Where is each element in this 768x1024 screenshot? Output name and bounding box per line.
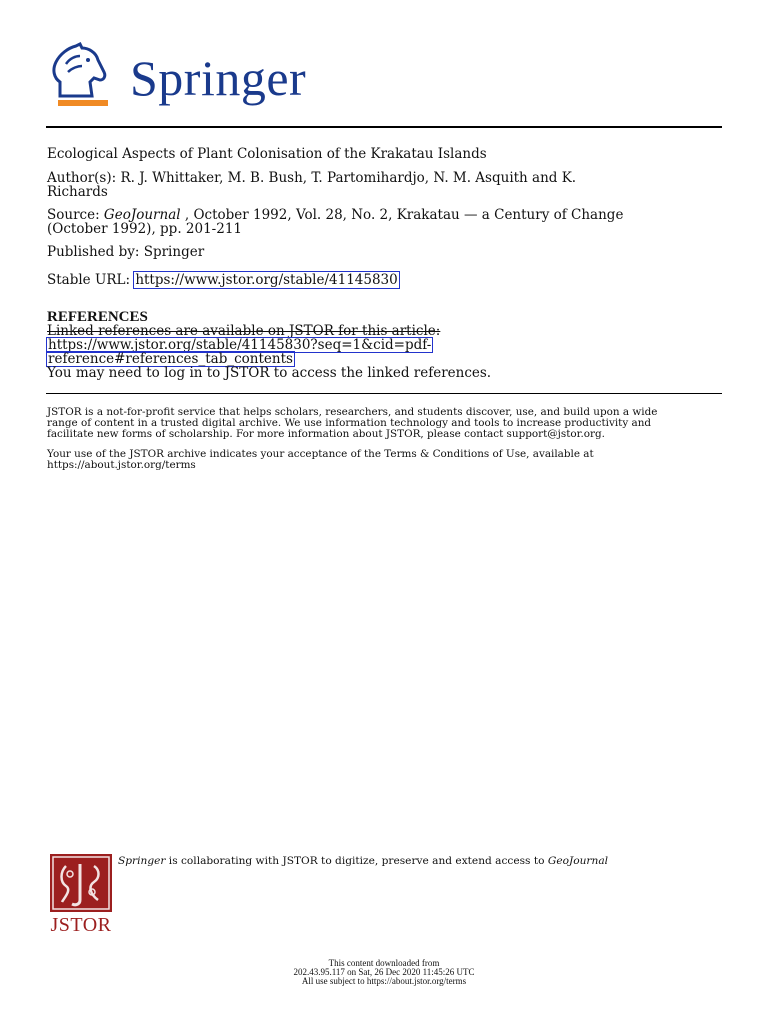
article-title: Ecological Aspects of Plant Colonisation of the Krakatau Islands bbox=[47, 146, 487, 162]
source-label: Source: bbox=[47, 207, 104, 223]
source-line-1 bbox=[47, 208, 623, 222]
references-login-note: You may need to log in to JSTOR to access the linked references. bbox=[47, 365, 492, 381]
header-rule bbox=[46, 126, 722, 128]
terms-notice-line-1: Your use of the JSTOR archive indicates your acceptance of the Terms & Conditions of Use, available at bbox=[47, 448, 594, 460]
authors-line-1: Author(s): R. J. Whittaker, M. B. Bush, T. Partomihardjo, N. M. Asquith and K. bbox=[47, 170, 577, 186]
jstor-notice-line-1: JSTOR is a not-for-profit service that helps scholars, researchers, and students discover, use, and build upon a wide bbox=[47, 406, 658, 418]
logo-orange-bar bbox=[58, 100, 108, 106]
jstor-logo bbox=[48, 854, 114, 938]
references-available-text: Linked references are available on JSTOR for this article: bbox=[47, 323, 441, 339]
stable-url-label: Stable URL: bbox=[47, 272, 135, 288]
jstor-wordmark: JSTOR bbox=[50, 914, 112, 936]
stable-url-link[interactable]: https://www.jstor.org/stable/41145830 bbox=[135, 272, 398, 288]
published-by: Published by: Springer bbox=[47, 244, 205, 260]
references-heading: REFERENCES bbox=[47, 309, 148, 325]
collaboration-note bbox=[118, 856, 608, 867]
references-link-line-2[interactable]: reference#references_tab_contents bbox=[48, 351, 293, 367]
jstor-notice-line-2: range of content in a trusted digital archive. We use information technology and tools to increase productivity and bbox=[47, 417, 652, 429]
springer-wordmark: Springer bbox=[130, 50, 307, 106]
download-line-3: All use subject to https://about.jstor.org/terms bbox=[301, 976, 467, 986]
collab-journal: GeoJournal bbox=[547, 855, 609, 867]
springer-logo bbox=[46, 42, 346, 114]
notice-rule bbox=[46, 393, 722, 394]
source-details: , October 1992, Vol. 28, No. 2, Krakatau — a Century of Change bbox=[180, 207, 624, 223]
collab-text: is collaborating with JSTOR to digitize, preserve and extend access to bbox=[165, 855, 548, 867]
springer-horse-icon bbox=[46, 42, 112, 110]
source-journal: GeoJournal bbox=[103, 207, 181, 223]
source-line-2: (October 1992), pp. 201-211 bbox=[47, 221, 242, 237]
references-link-line-1[interactable]: https://www.jstor.org/stable/41145830?seq=1&cid=pdf- bbox=[48, 337, 432, 353]
stable-url-row bbox=[47, 273, 399, 287]
terms-url[interactable]: https://about.jstor.org/terms bbox=[47, 459, 196, 471]
collab-publisher: Springer bbox=[118, 855, 166, 867]
jstor-notice-line-3: facilitate new forms of scholarship. For more information about JSTOR, please contact support@jstor.org. bbox=[47, 428, 605, 440]
download-line-1: This content downloaded from bbox=[328, 958, 440, 968]
authors-line-2: Richards bbox=[47, 184, 108, 200]
jstor-emblem-icon bbox=[50, 854, 112, 912]
download-line-2: 202.43.95.117 on Sat, 26 Dec 2020 11:45:26 UTC bbox=[293, 967, 475, 977]
